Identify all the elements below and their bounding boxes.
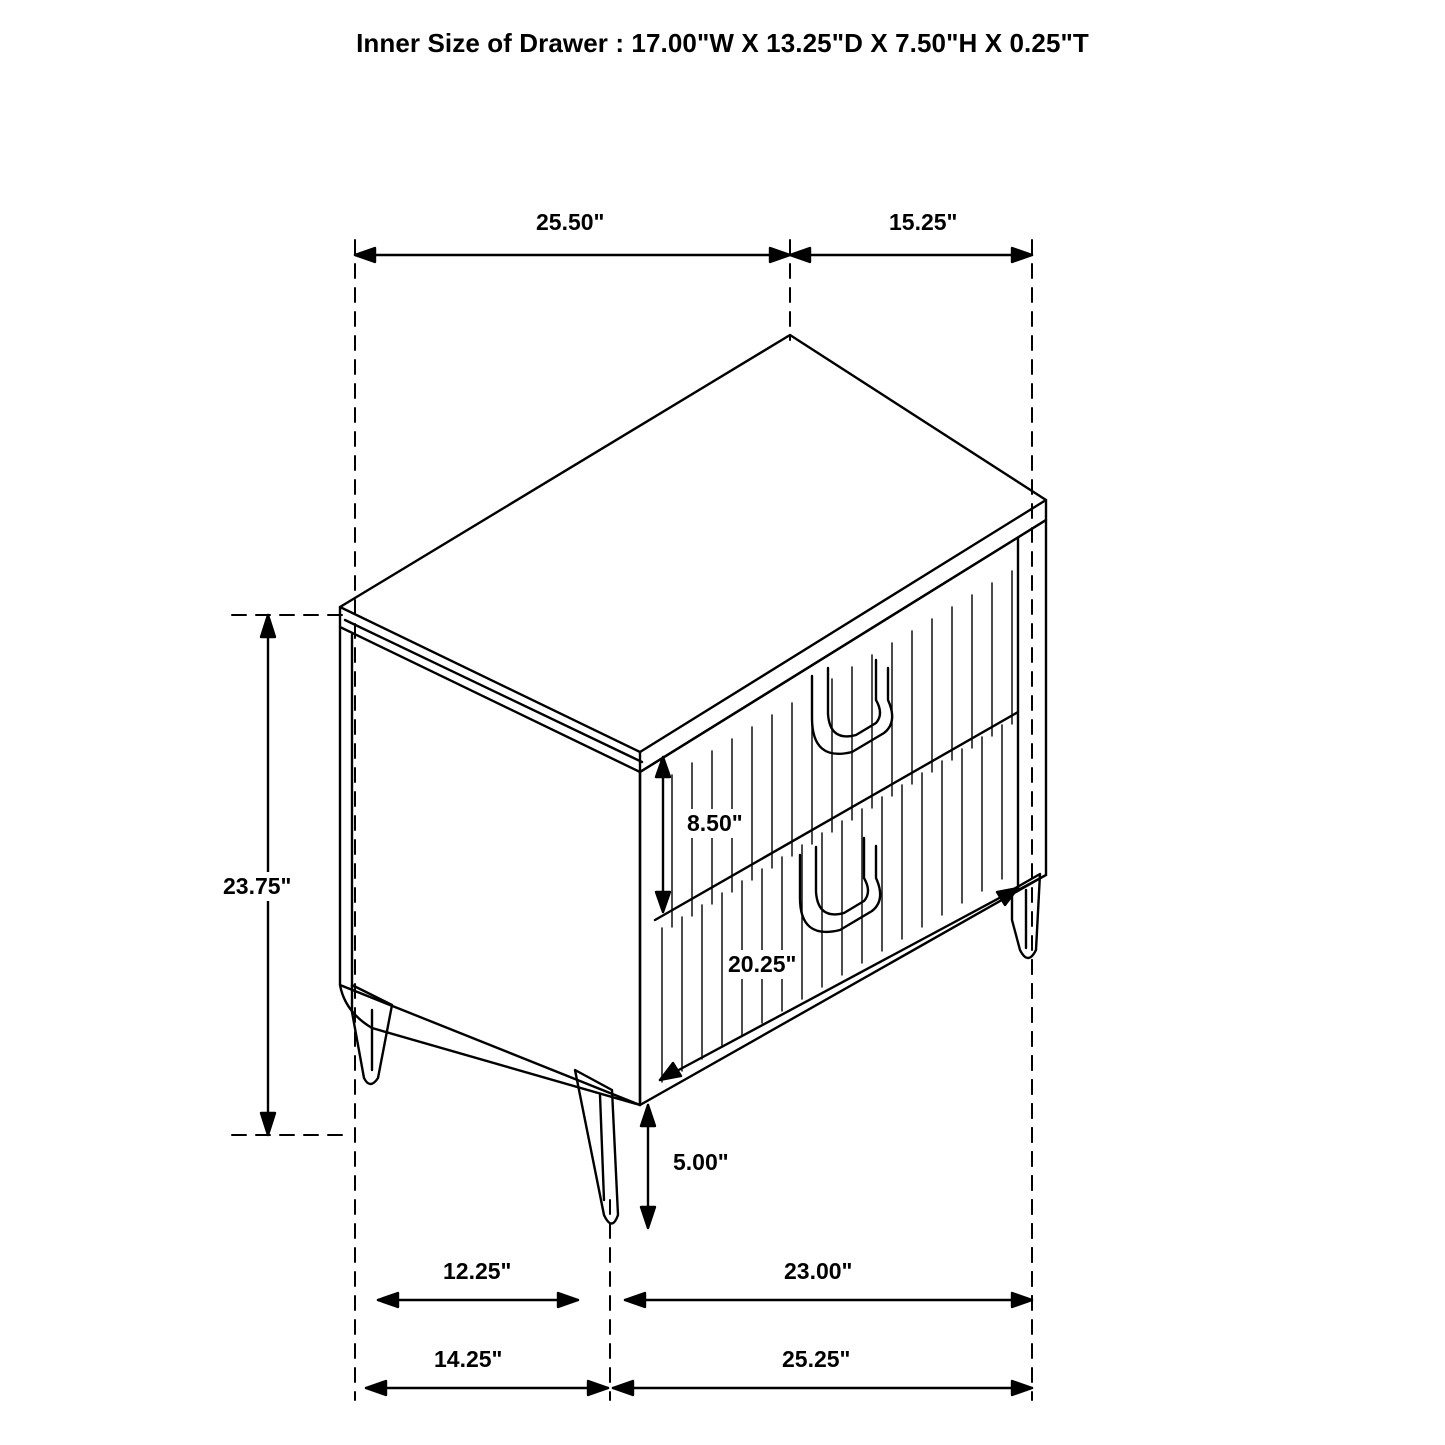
dim-leg-height-label: 5.00" bbox=[668, 1148, 734, 1177]
dim-top-left-label: 25.50" bbox=[531, 208, 609, 237]
dim-bottom-inner-right-label: 23.00" bbox=[779, 1257, 857, 1286]
dim-drawer-height-label: 8.50" bbox=[682, 809, 748, 838]
drawer-handle-lower bbox=[800, 838, 880, 932]
dim-bottom-inner-left-label: 12.25" bbox=[438, 1257, 516, 1286]
dimension-lines bbox=[261, 248, 1032, 1395]
dim-top-right-label: 15.25" bbox=[884, 208, 962, 237]
dim-bottom-outer-right-label: 25.25" bbox=[777, 1345, 855, 1374]
dim-drawer-width-label: 20.25" bbox=[723, 950, 801, 979]
page-title: Inner Size of Drawer : 17.00"W X 13.25"D X 7.50"H X 0.25"T bbox=[356, 28, 1089, 58]
dim-bottom-outer-left-label: 14.25" bbox=[429, 1345, 507, 1374]
dim-left-height-label: 23.75" bbox=[218, 872, 296, 901]
nightstand-body bbox=[340, 335, 1046, 1105]
